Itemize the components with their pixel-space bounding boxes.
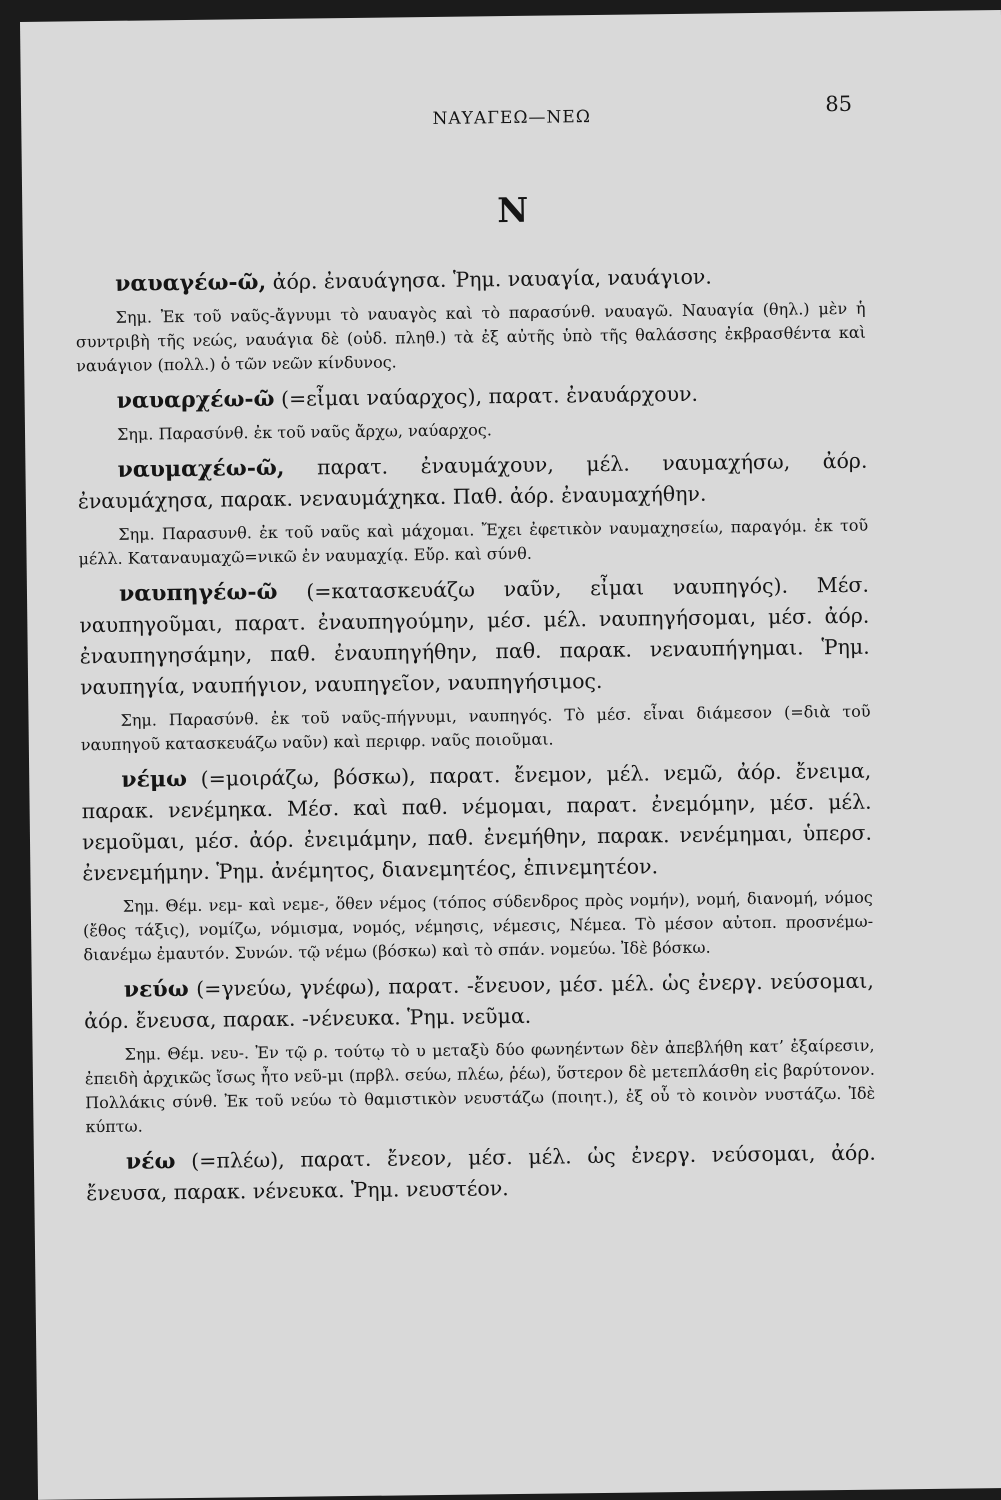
lemma: νέω	[125, 1148, 176, 1175]
entry-main	[77, 446, 868, 518]
entry-neuo	[84, 966, 876, 1140]
entry-text: (=εἶμαι ναύαρχος), παρατ. ἐναυάρχουν.	[280, 381, 699, 411]
entry-neo	[86, 1138, 877, 1210]
entry-text: ἀόρ. ἐναυάγησα. Ῥημ. ναυαγία, ναυάγιον.	[272, 264, 712, 294]
entry-nemo	[81, 756, 873, 968]
dictionary-body	[75, 260, 877, 1218]
entry-main	[76, 377, 866, 418]
running-head: ΝΑΥΑΓΕΩ—ΝΕΩ	[432, 107, 591, 129]
section-letter: N	[497, 190, 529, 232]
entry-note: Σημ. Θέμ. νεμ- καὶ νεμε-, ὅθεν νέμος (τόπος σύδενδρος πρὸς νομήν), νομή, διανομή, νόμος (ἔθος τάξις), νομίζω, νόμισμα, νομός, νέμησις, νέμεσις, Νέμεα. Τὸ μέσον αὐτοπ. προσνέμω-διανέμω ἐμαυτόν. Συνών. τῷ νέμω (βόσκω) καὶ τὸ σπάν. νομεύω. Ἰδὲ βόσκω.	[82, 887, 874, 965]
entry-text: (=γνεύω, γνέφω), παρατ. -ἔνευον, μέσ. μέλ. ὡς ἐνεργ. νεύσομαι, ἀόρ. ἔνευσα, παρακ. -νένευκα. Ῥημ. νεῦμα.	[84, 968, 874, 1034]
entry-note: Σημ. Παρασύνθ. ἐκ τοῦ ναῦς ἄρχω, ναύαρχος.	[116, 420, 492, 444]
entry-text: παρατ. ἐναυμάχουν, μέλ. ναυμαχήσω, ἀόρ. ἐναυμάχησα, παρακ. νεναυμάχηκα. Παθ. ἀόρ. ἐναυμαχήθην.	[77, 448, 868, 514]
entry-note: Σημ. Παρασύνθ. ἐκ τοῦ ναῦς-πήγνυμι, ναυπηγός. Τὸ μέσ. εἶναι διάμεσον (=διὰ τοῦ ναυπηγοῦ κατασκευάζω ναῦν) καὶ περιφρ. ναῦς ποιοῦμαι.	[80, 701, 871, 755]
lemma: ναυαγέω-ῶ,	[115, 269, 267, 297]
entry-text: (=κατασκευάζω ναῦν, εἶμαι ναυπηγός). Μέσ. ναυπηγοῦμαι, παρατ. ἐναυπηγούμην, μέσ. μέλ. ναυπηγήσομαι, μέσ. ἀόρ. ἐναυπηγησάμην, παθ. ἐναυπηγήθην, παθ. παρακ. νεναυπήγημαι. Ῥημ. ναυπηγία, ναυπήγιον, ναυπηγεῖον, ναυπηγήσιμος.	[79, 572, 870, 700]
entry-note: Σημ. Ἐκ τοῦ ναῦς-ἄγνυμι τὸ ναυαγὸς καὶ τὸ παρασύνθ. ναυαγῶ. Ναυαγία (θηλ.) μὲν ἡ συντριβὴ τῆς νεώς, ναυάγια δὲ (οὐδ. πληθ.) τὰ ἐξ αὐτῆς ὑπὸ τῆς θαλάσσης ἐκβρασθέντα καὶ ναυάγιον (πολλ.) ὁ τῶν νεῶν κίνδυνος.	[75, 298, 866, 376]
entry-main	[79, 570, 870, 704]
lemma: ναυαρχέω-ῶ	[116, 385, 275, 414]
entry-main	[75, 260, 865, 301]
entry-text: (=μοιράζω, βόσκω), παρατ. ἔνεμον, μέλ. νεμῶ, ἀόρ. ἔνειμα, παρακ. νενέμηκα. Μέσ. καὶ παθ. νέμομαι, παρατ. ἐνεμόμην, μέσ. μέλ. νεμοῦμαι, μέσ. ἀόρ. ἐνειμάμην, παθ. ἐνεμήθην, παρακ. νενέμημαι, ὑπερσ. ἐνενεμήμην. Ῥημ. ἀνέμητος, διανεμητέος, ἐπινεμητέον.	[81, 758, 873, 886]
entry-main	[86, 1138, 877, 1210]
lemma: ναυμαχέω-ῶ,	[117, 454, 285, 483]
entry-main	[81, 756, 872, 890]
entry-text: (=πλέω), παρατ. ἔνεον, μέσ. μέλ. ὡς ἐνεργ. νεύσομαι, ἀόρ. ἔνευσα, παρακ. νένευκα. Ῥημ. νευστέον.	[86, 1140, 877, 1206]
entry-nauageo	[75, 260, 866, 379]
lemma: ναυπηγέω-ῶ	[118, 578, 278, 607]
lemma: νέμω	[121, 766, 188, 793]
entry-note: Σημ. Θέμ. νευ-. Ἐν τῷ ρ. τούτῳ τὸ υ μεταξὺ δύο φωνηέντων δὲν ἀπεβλήθη κατ’ ἐξαίρεσιν, ἐπειδὴ ἀρχικῶς ἴσως ἦτο νεῦ-μι (πρβλ. σεύω, πλέω, ῥέω), ὕστερον δὲ μετεπλάσθη εἰς βαρύτονον. Πολλάκις σύνθ. Ἐκ τοῦ νεύω τὸ θαμιστικὸν νευστάζω (ποιητ.), ἐξ οὗ τὸ κοινὸν νυστάζω. Ἰδὲ κύπτω.	[84, 1035, 876, 1137]
entry-nauarcheo	[76, 377, 867, 448]
entry-naumacheo	[77, 446, 868, 572]
book-page	[20, 10, 1001, 1500]
entry-main	[84, 966, 875, 1038]
lemma: νεύω	[123, 976, 189, 1003]
entry-note: Σημ. Παρασυνθ. ἐκ τοῦ ναῦς καὶ μάχομαι. Ἔχει ἐφετικὸν ναυμαχησείω, παραγόμ. ἐκ τοῦ μέλλ. Καταναυμαχῶ=νικῶ ἐν ναυμαχίᾳ. Εὔρ. καὶ σύνθ.	[78, 515, 869, 569]
entry-naupegeo	[79, 570, 871, 758]
page-number: 85	[825, 91, 853, 117]
